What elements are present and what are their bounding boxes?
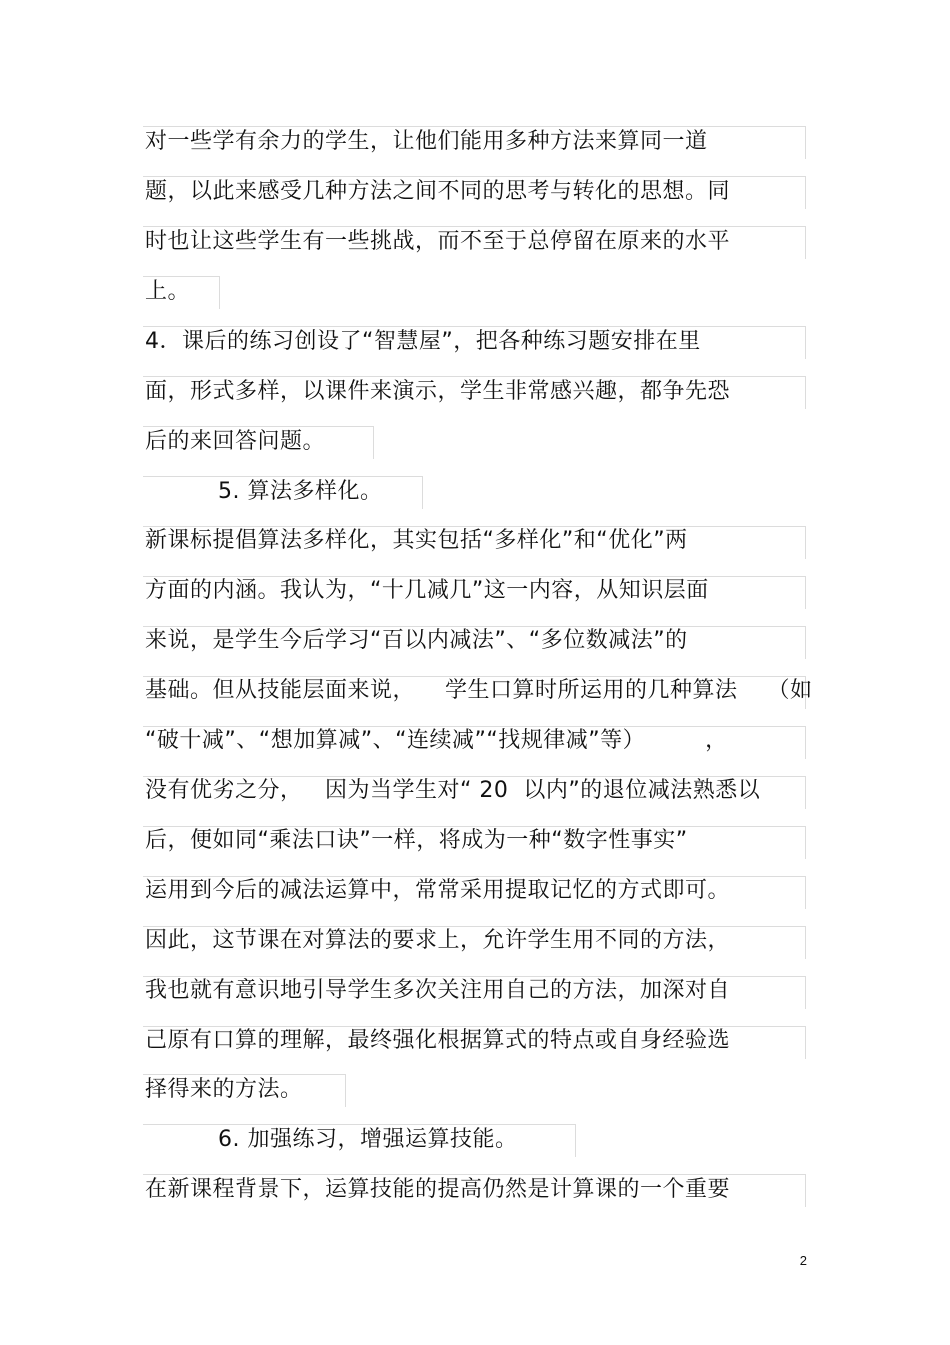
paragraph-line: 没有优劣之分， 因为当学生对“ 20 以内”的退位减法熟悉以: [145, 778, 761, 803]
page-number: 2: [799, 1253, 807, 1268]
paragraph-line: 在新课程背景下，运算技能的提高仍然是计算课的一个重要: [145, 1177, 731, 1202]
paragraph-line: 时也让这些学生有一些挑战，而不至于总停留在原来的水平: [145, 229, 731, 254]
paragraph-line: “破十减”、“想加算减”、“连续减”“找规律减”等） ，: [145, 728, 728, 753]
section-heading: 5. 算法多样化。: [218, 479, 383, 504]
paragraph-line: 来说，是学生今后学习“百以内减法”、“多位数减法”的: [145, 628, 688, 653]
paragraph-line: 方面的内涵。我认为，“十几减几”这一内容，从知识层面: [145, 578, 709, 603]
paragraph-line: 面，形式多样，以课件来演示，学生非常感兴趣，都争先恐: [145, 379, 731, 404]
paragraph-line: 基础。但从技能层面来说， 学生口算时所运用的几种算法 （如: [145, 678, 813, 703]
paragraph-line: 后，便如同“乘法口诀”一样，将成为一种“数字性事实”: [145, 828, 688, 853]
paragraph-line: 运用到今后的减法运算中，常常采用提取记忆的方式即可。: [145, 878, 731, 903]
paragraph-line: 我也就有意识地引导学生多次关注用自己的方法，加深对自: [145, 978, 731, 1003]
paragraph-line: 4．课后的练习创设了“智慧屋”，把各种练习题安排在里: [145, 329, 701, 354]
paragraph-line: 新课标提倡算法多样化，其实包括“多样化”和“优化”两: [145, 528, 688, 553]
paragraph-line: 上。: [145, 279, 191, 304]
paragraph-line: 择得来的方法。: [145, 1077, 303, 1102]
paragraph-line: 己原有口算的理解，最终强化根据算式的特点或自身经验选: [145, 1028, 731, 1053]
paragraph-line: 对一些学有余力的学生，让他们能用多种方法来算同一道: [145, 129, 708, 154]
section-heading: 6. 加强练习，增强运算技能。: [218, 1127, 518, 1152]
paragraph-line: 题，以此来感受几种方法之间不同的思考与转化的思想。同: [145, 179, 731, 204]
paragraph-line: 因此，这节课在对算法的要求上，允许学生用不同的方法，: [145, 928, 731, 953]
paragraph-line: 后的来回答问题。: [145, 429, 326, 454]
